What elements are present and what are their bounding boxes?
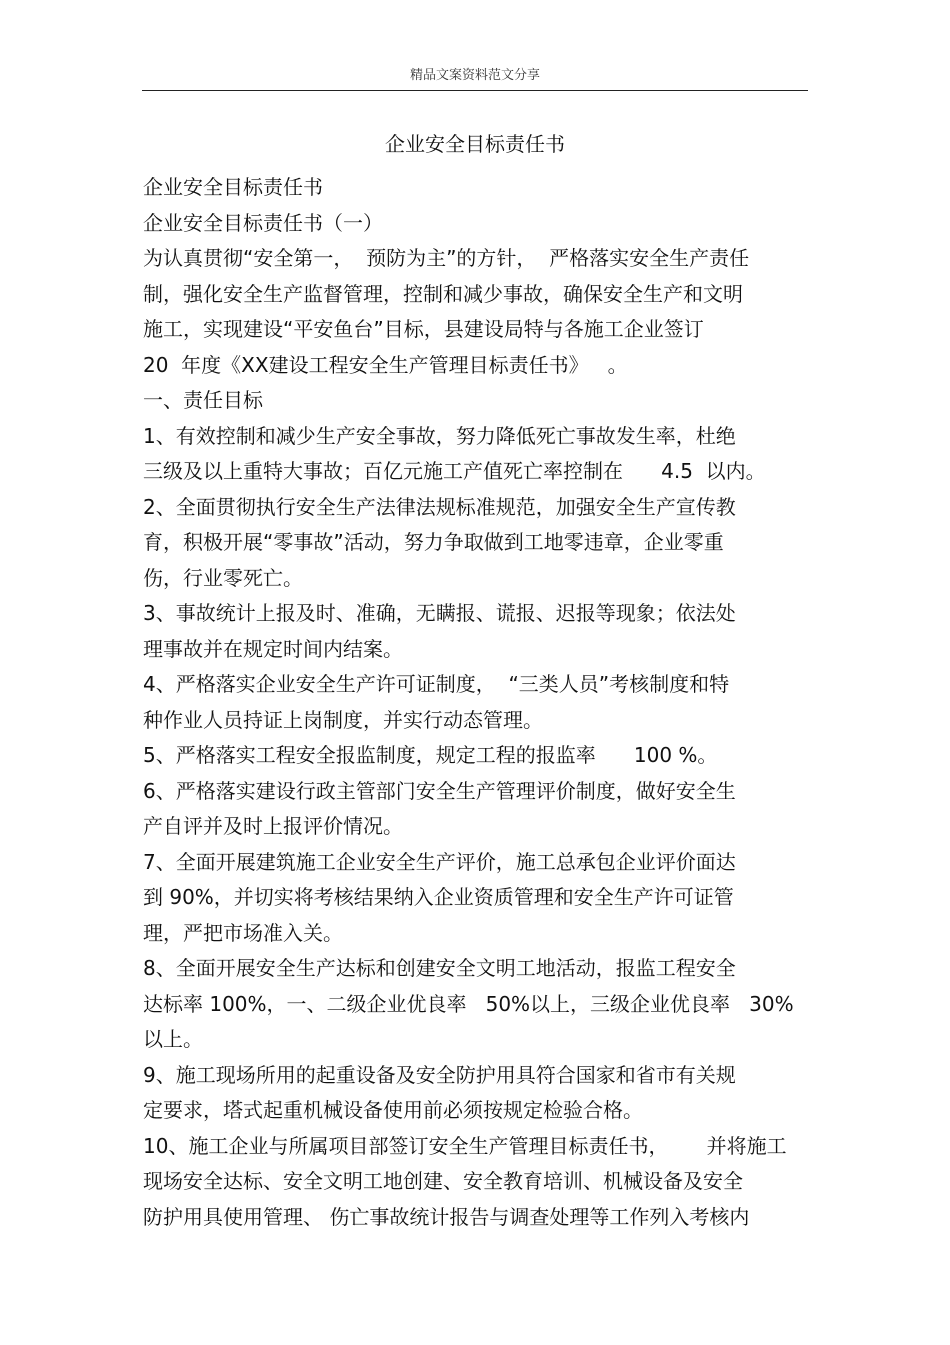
- body-line: 定要求，塔式起重机械设备使用前必须按规定检验合格。: [143, 1098, 643, 1122]
- body-line: 7、全面开展建筑施工企业安全生产评价，施工总承包企业评价面达: [143, 849, 736, 874]
- body-line: 企业安全目标责任书: [143, 175, 323, 199]
- document-body: [143, 170, 843, 1235]
- body-line: 9、施工现场所用的起重设备及安全防护用具符合国家和省市有关规: [143, 1062, 736, 1087]
- body-line: 产自评并及时上报评价情况。: [143, 814, 403, 838]
- body-line: 5、严格落实工程安全报监制度，规定工程的报监率 100 %。: [143, 743, 718, 767]
- body-line: 三级及以上重特大事故；百亿元施工产值死亡率控制在 4.5 以内。: [143, 459, 766, 483]
- body-line: 6、严格落实建设行政主管部门安全生产管理评价制度，做好安全生: [143, 778, 736, 803]
- body-line: 现场安全达标、安全文明工地创建、安全教育培训、机械设备及安全: [143, 1169, 743, 1193]
- page-header: 精品文案资料范文分享: [409, 68, 540, 83]
- body-line: 10、施工企业与所属项目部签订安全生产管理目标责任书， 并将施工: [143, 1133, 787, 1158]
- body-line: 8、全面开展安全生产达标和创建安全文明工地活动，报监工程安全: [143, 956, 736, 980]
- body-line: 以上。: [143, 1027, 203, 1051]
- body-line: 种作业人员持证上岗制度，并实行动态管理。: [143, 707, 543, 732]
- header-divider: [142, 90, 808, 91]
- body-line: 3、事故统计上报及时、准确，无瞒报、谎报、迟报等现象；依法处: [143, 601, 736, 625]
- document-title: 企业安全目标责任书: [385, 132, 565, 156]
- body-line: 制，强化安全生产监督管理，控制和减少事故，确保安全生产和文明: [143, 281, 743, 306]
- body-line: 理，严把市场准入关。: [143, 920, 343, 945]
- body-line: 1、有效控制和减少生产安全事故，努力降低死亡事故发生率，杜绝: [143, 423, 736, 448]
- body-line: 理事故并在规定时间内结案。: [143, 636, 403, 661]
- body-line: 2、全面贯彻执行安全生产法律法规标准规范，加强安全生产宣传教: [143, 494, 736, 519]
- body-line: 施工，实现建设“平安鱼台”目标，县建设局特与各施工企业签订: [143, 317, 704, 341]
- body-line: 20 年度《XX建设工程安全生产管理目标责任书》 。: [143, 352, 628, 377]
- body-line: 育，积极开展“零事故”活动，努力争取做到工地零违章，企业零重: [143, 530, 724, 554]
- body-line: 伤，行业零死亡。: [143, 565, 303, 590]
- body-line: 达标率 100%，一、二级企业优良率 50%以上，三级企业优良率 30%: [143, 991, 794, 1016]
- body-line: 为认真贯彻“安全第一， 预防为主”的方针， 严格落实安全生产责任: [143, 246, 750, 270]
- body-line: 一、责任目标: [143, 388, 263, 412]
- body-line: 防护用具使用管理、 伤亡事故统计报告与调查处理等工作列入考核内: [143, 1204, 750, 1229]
- body-line: 4、严格落实企业安全生产许可证制度， “三类人员”考核制度和特: [143, 672, 730, 696]
- body-line: 到 90%，并切实将考核结果纳入企业资质管理和安全生产许可证管: [143, 885, 734, 909]
- body-line: 企业安全目标责任书（一）: [143, 210, 383, 235]
